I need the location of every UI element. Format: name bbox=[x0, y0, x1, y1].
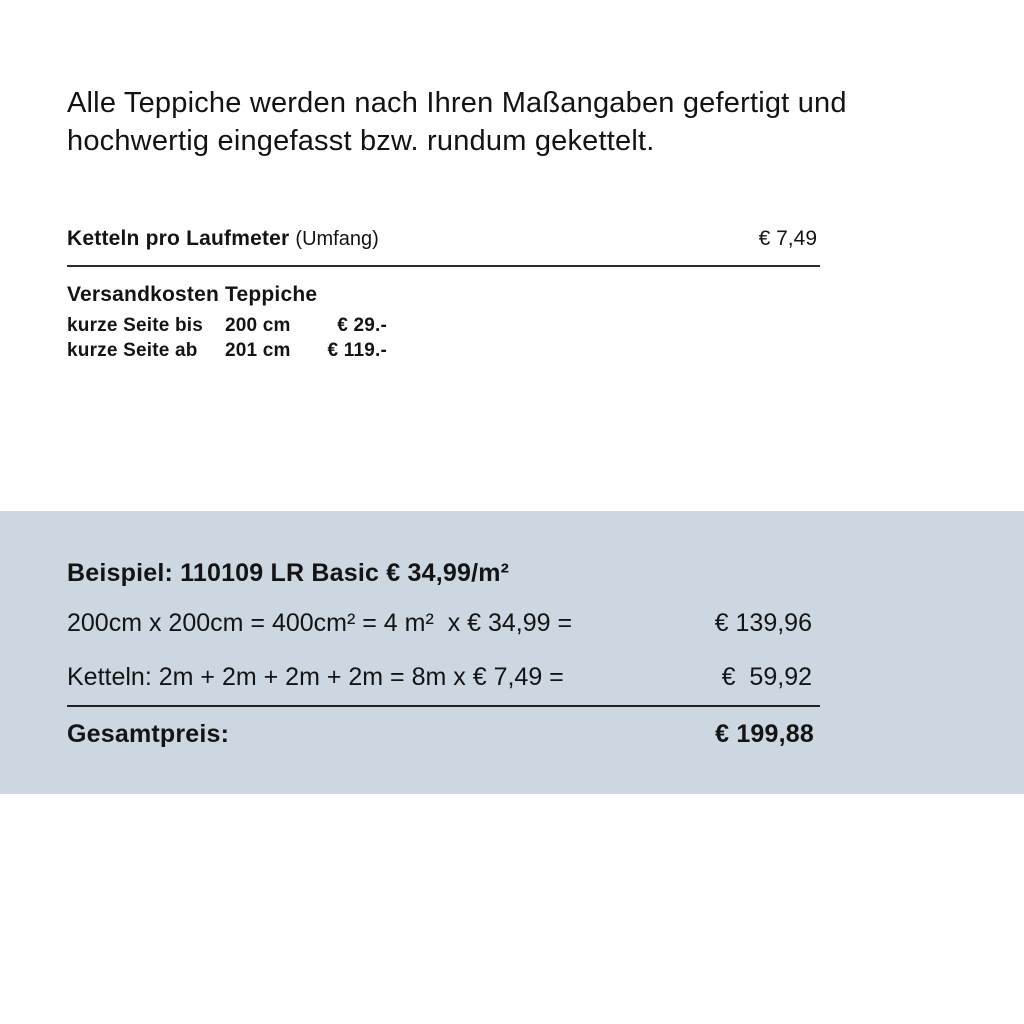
total-label: Gesamtpreis: bbox=[67, 720, 230, 748]
intro-text: Alle Teppiche werden nach Ihren Maßangaben gefertigt und hochwertig eingefasst bzw. rundum gekettelt. bbox=[67, 87, 847, 157]
divider-line bbox=[67, 265, 820, 267]
calc-price: € 139,96 bbox=[714, 609, 812, 637]
ketteln-note: (Umfang) bbox=[295, 228, 379, 250]
ketteln-price-row bbox=[67, 227, 817, 251]
versandkosten-row bbox=[67, 340, 387, 362]
versand-row-label: kurze Seite bis bbox=[67, 315, 204, 336]
calc-expression: 200cm x 200cm = 400cm² = 4 m² x € 34,99 = bbox=[67, 609, 573, 637]
example-heading: Beispiel: 110109 LR Basic € 34,99/m² bbox=[67, 559, 510, 587]
versand-row-price: € 119.- bbox=[327, 340, 387, 361]
ketteln-price: € 7,49 bbox=[758, 227, 817, 250]
calculation-row bbox=[67, 609, 812, 638]
versand-row-size: 201 cm bbox=[225, 340, 291, 361]
total-row bbox=[67, 720, 814, 749]
ketteln-label: Ketteln pro Laufmeter bbox=[67, 227, 290, 250]
versand-row-price: € 29.- bbox=[337, 315, 387, 336]
total-price: € 199,88 bbox=[715, 720, 814, 748]
versandkosten-row bbox=[67, 315, 387, 337]
example-calculation-box bbox=[0, 511, 1024, 794]
versand-row-size: 200 cm bbox=[225, 315, 291, 336]
calc-price: € 59,92 bbox=[721, 663, 812, 691]
total-divider-line bbox=[67, 705, 820, 707]
versandkosten-heading: Versandkosten Teppiche bbox=[67, 283, 318, 306]
ketteln-label-group bbox=[67, 227, 379, 251]
versand-row-label: kurze Seite ab bbox=[67, 340, 198, 361]
calc-expression: Ketteln: 2m + 2m + 2m + 2m = 8m x € 7,49 = bbox=[67, 663, 564, 691]
calculation-row bbox=[67, 663, 812, 692]
